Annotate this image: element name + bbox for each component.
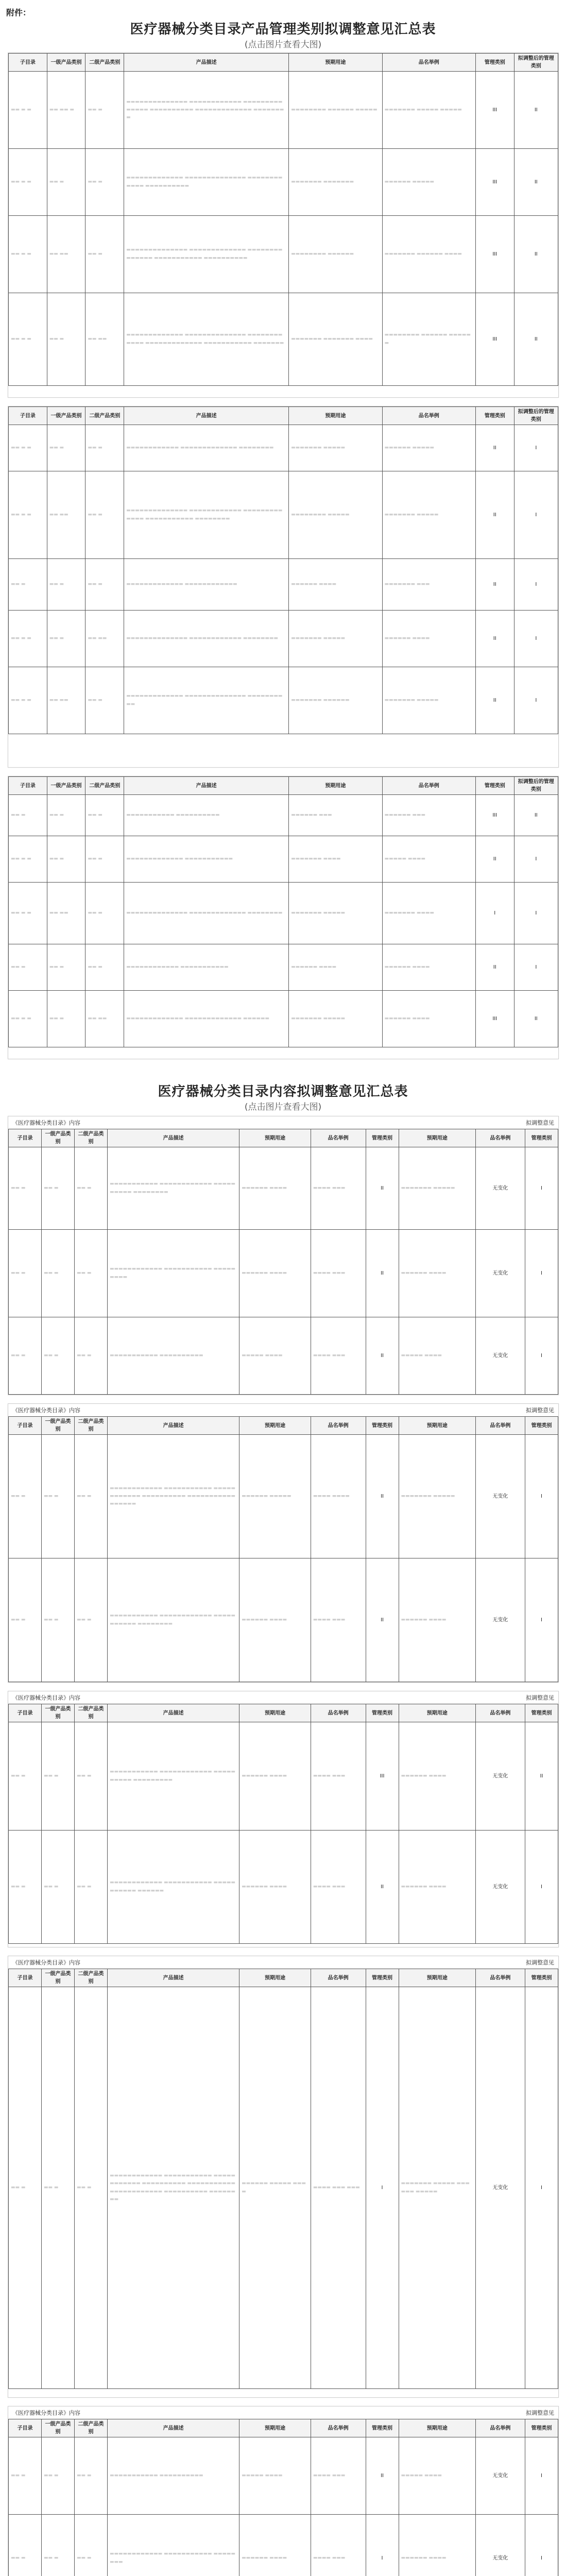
col-level2: 二级产品类别 (85, 777, 124, 795)
content-table-1 (8, 1129, 558, 1395)
table-row: ▬▬ ▬ ▬▬ ▬ ▬▬ ▬ ▬▬▬▬▬▬▬▬▬▬▬▬▬ ▬▬▬▬▬▬▬▬▬▬▬▬ ▬▬▬▬▬▬ ▬▬▬▬ ▬▬▬▬▬▬▬ ▬▬▬ II I (9, 559, 558, 611)
attachment-label: 附件： (6, 8, 31, 18)
content-table-card-1 (8, 1116, 559, 1395)
col-description: 产品描述 (124, 777, 289, 795)
col-new-examples: 品名举例 (475, 1129, 525, 1147)
no-change: 无变化 (475, 1558, 525, 1682)
mgmt-class-value: II (366, 2437, 399, 2515)
mgmt-class-value: III (475, 216, 514, 293)
col-examples: 品名举例 (382, 777, 475, 795)
mgmt-class-value: II (475, 611, 514, 667)
col-description: 产品描述 (124, 407, 289, 425)
col-new-class: 拟调整后的管理类别 (514, 54, 558, 72)
mgmt-class-value: II (366, 1147, 399, 1230)
new-class-value: I (525, 2437, 558, 2515)
new-class-value: II (514, 991, 558, 1047)
table-row: ▬▬ ▬ ▬▬ ▬ ▬▬ ▬ ▬▬▬▬▬▬▬▬▬▬▬ ▬▬▬▬▬▬▬▬▬▬▬▬ ▬▬▬▬▬▬▬▬▬▬ ▬▬▬▬▬▬▬▬▬ ▬▬▬▬▬▬ ▬▬▬▬ ▬▬▬▬ ▬▬▬ III ▬▬▬▬▬▬ ▬▬▬▬ 无变化 II (9, 1722, 558, 1831)
table-row: ▬▬ ▬ ▬▬ ▬ ▬▬ ▬ ▬▬▬▬▬▬▬▬▬▬▬▬ ▬▬▬▬▬▬▬▬▬▬▬ ▬▬▬▬▬▬▬▬▬▬▬▬ ▬▬▬▬▬▬▬▬▬▬ ▬▬▬▬▬▬▬▬▬▬▬ ▬▬▬▬▬▬ ▬▬▬▬▬▬ ▬▬▬▬▬ ▬▬▬▬ ▬▬▬▬ II ▬▬▬▬▬▬▬ ▬▬▬▬▬ 无变化 I (9, 1435, 558, 1558)
col-mgmt-class: 管理类别 (366, 1704, 399, 1722)
table-row: ▬▬ ▬ ▬ ▬▬ ▬ ▬▬ ▬▬ ▬▬▬▬▬▬▬▬▬▬▬▬▬ ▬▬▬▬▬▬▬▬▬▬▬▬▬▬ ▬▬▬▬▬▬▬▬▬▬▬▬ ▬▬▬▬▬▬▬▬▬▬▬▬▬ ▬▬▬▬▬▬▬▬▬▬▬ ▬▬▬▬▬▬▬ ▬▬▬▬▬▬▬ ▬▬▬▬▬▬▬ ▬▬▬▬ ▬▬▬▬▬▬▬▬ ▬▬▬▬▬▬ ▬▬▬▬▬▬ III II (9, 293, 558, 386)
col-subcatalog: 子目录 (9, 54, 47, 72)
content-table-2 (8, 1416, 558, 1682)
table-row: ▬▬ ▬ ▬ ▬▬ ▬ ▬▬ ▬ ▬▬▬▬▬▬▬▬▬▬▬▬ ▬▬▬▬▬▬▬▬▬▬▬▬▬ ▬▬▬▬▬▬▬▬ ▬▬▬▬▬▬▬ ▬▬▬▬▬ ▬▬▬▬▬▬ ▬▬▬▬▬ II I (9, 425, 558, 471)
col-level2: 二级产品类别 (85, 407, 124, 425)
no-change: 无变化 (475, 1831, 525, 1944)
table-row: ▬▬ ▬ ▬▬ ▬ ▬▬ ▬ ▬▬▬▬▬▬▬▬▬▬▬▬ ▬▬▬▬▬▬▬▬▬▬▬ ▬▬▬▬▬▬ ▬▬▬▬ ▬▬▬▬▬▬ ▬▬▬▬ II I (9, 944, 558, 991)
table-row: ▬▬ ▬ ▬ ▬▬ ▬ ▬▬ ▬ ▬▬▬▬▬▬▬▬▬▬▬▬▬ ▬▬▬▬▬▬▬▬▬▬▬ ▬▬▬▬▬▬▬ ▬▬▬▬ ▬▬▬▬▬ ▬▬▬▬ II I (9, 836, 558, 883)
section-header (8, 1404, 558, 1417)
col-mgmt-class: 管理类别 (475, 407, 514, 425)
mgmt-class-value: III (475, 795, 514, 836)
section-label: 《医疗器械分类目录》内容 (12, 2410, 80, 2416)
col-description: 产品描述 (108, 1969, 239, 1987)
new-class-value: II (514, 795, 558, 836)
col-description: 产品描述 (108, 2419, 239, 2437)
col-new-use: 预期用途 (399, 1417, 475, 1435)
col-intended-use: 预期用途 (239, 1704, 311, 1722)
table-row: ▬▬ ▬ ▬ ▬▬ ▬ ▬▬ ▬ ▬▬▬▬▬▬▬▬▬▬▬▬▬ ▬▬▬▬▬▬▬▬▬▬▬▬▬▬ ▬▬▬▬▬▬▬▬▬▬▬▬ ▬▬▬▬▬▬▬▬▬▬ ▬▬▬▬▬▬▬ ▬▬▬▬▬▬▬ ▬▬▬▬▬▬ ▬▬▬▬▬ III II (9, 149, 558, 216)
mgmt-class-value: III (475, 991, 514, 1047)
table-row: ▬▬ ▬ ▬▬ ▬ ▬▬ ▬ ▬▬▬▬▬▬▬▬▬▬▬ ▬▬▬▬▬▬▬▬▬▬ ▬▬▬▬▬ ▬▬▬▬ ▬▬▬▬ ▬▬▬ II ▬▬▬▬▬ ▬▬▬▬ 无变化 I (9, 1317, 558, 1395)
content-table-4 (8, 1969, 558, 2389)
mgmt-class-value: II (366, 1831, 399, 1944)
col-level1: 一级产品类别 (42, 1417, 75, 1435)
new-class-value: I (525, 1147, 558, 1230)
col-mgmt-class: 管理类别 (475, 54, 514, 72)
new-class-value: I (525, 1435, 558, 1558)
mgmt-class-value: I (366, 2515, 399, 2576)
new-class-value: II (514, 216, 558, 293)
col-level2: 二级产品类别 (85, 54, 124, 72)
mgmt-class-value: II (475, 425, 514, 471)
col-new-examples: 品名举例 (475, 1704, 525, 1722)
col-level2: 二级产品类别 (75, 2419, 108, 2437)
new-class-value: I (525, 1987, 558, 2389)
col-level2: 二级产品类别 (75, 1704, 108, 1722)
mgmt-class-value: III (475, 293, 514, 386)
mgmt-class-value: III (475, 149, 514, 216)
col-subcatalog: 子目录 (9, 2419, 42, 2437)
col-subcatalog: 子目录 (9, 1129, 42, 1147)
col-intended-use: 预期用途 (239, 2419, 311, 2437)
table-row: ▬▬ ▬ ▬▬ ▬ ▬▬ ▬ ▬▬▬▬▬▬▬▬▬▬▬▬ ▬▬▬▬▬▬▬▬▬▬▬ ▬▬▬▬▬▬▬▬▬ ▬▬▬▬▬▬ ▬▬▬▬ ▬▬▬▬ ▬▬▬ II ▬▬▬▬▬▬ ▬▬▬▬ 无变化 I (9, 1230, 558, 1317)
no-change: 无变化 (475, 1435, 525, 1558)
table-row: ▬▬ ▬ ▬▬ ▬ ▬▬ ▬ ▬▬▬▬▬▬▬▬▬▬▬▬ ▬▬▬▬▬▬▬▬▬▬▬ ▬▬▬▬▬▬▬▬▬▬▬ ▬▬▬▬▬▬ ▬▬▬▬▬▬ ▬▬▬▬ ▬▬▬▬ ▬▬▬ II ▬▬▬▬▬▬ ▬▬▬▬ 无变化 I (9, 1831, 558, 1944)
view-large-image-hint-2[interactable]: (点击图片查看大图) (244, 1102, 322, 1112)
col-intended-use: 预期用途 (289, 407, 382, 425)
mgmt-class-value: II (366, 1435, 399, 1558)
col-examples: 品名举例 (311, 1129, 366, 1147)
col-new-class: 管理类别 (525, 1129, 558, 1147)
content-table-3 (8, 1704, 558, 1944)
table-row: ▬▬ ▬ ▬ ▬▬ ▬▬ ▬▬ ▬ ▬▬▬▬▬▬▬▬▬▬▬▬▬▬ ▬▬▬▬▬▬▬▬▬▬▬▬▬ ▬▬▬▬▬▬▬▬ ▬▬▬▬▬▬▬ ▬▬▬▬▬ ▬▬▬▬▬▬▬ ▬▬▬▬ I I (9, 883, 558, 944)
col-new-examples: 品名举例 (475, 1417, 525, 1435)
section-label: 《医疗器械分类目录》内容 (12, 1120, 80, 1126)
table-row: ▬▬ ▬ ▬ ▬▬ ▬▬ ▬▬ ▬ ▬▬▬▬▬▬▬▬▬▬▬▬▬ ▬▬▬▬▬▬▬▬▬▬▬▬▬▬ ▬▬▬▬▬▬▬▬▬▬ ▬▬▬▬▬▬▬ ▬▬▬▬▬▬ ▬▬▬▬▬▬▬ ▬▬▬▬▬ II I (9, 667, 558, 734)
no-change: 无变化 (475, 2437, 525, 2515)
mgmt-class-value: II (366, 1317, 399, 1395)
col-examples: 品名举例 (382, 407, 475, 425)
adjust-label: 拟调整意见 (526, 1120, 554, 1126)
col-new-use: 预期用途 (399, 1969, 475, 1987)
new-class-value: I (525, 1317, 558, 1395)
col-subcatalog: 子目录 (9, 407, 47, 425)
table-row: ▬▬ ▬ ▬▬ ▬ ▬▬ ▬ ▬▬▬▬▬▬▬▬▬▬▬▬ ▬▬▬▬▬▬▬▬▬▬▬ ▬▬▬▬▬▬▬▬ ▬▬▬▬▬▬ ▬▬▬▬ ▬▬▬▬ ▬▬▬ I ▬▬▬▬▬▬ ▬▬▬▬ 无变化 I (9, 2515, 558, 2576)
col-level1: 一级产品类别 (42, 1704, 75, 1722)
content-table-card-3 (8, 1691, 559, 1947)
col-new-use: 预期用途 (399, 2419, 475, 2437)
table-row: ▬▬ ▬ ▬ ▬▬ ▬▬ ▬ ▬▬ ▬ ▬▬▬▬▬▬▬▬▬▬▬▬▬▬ ▬▬▬▬▬▬▬▬▬▬▬▬ ▬▬▬▬▬▬▬▬▬▬▬▬▬▬ ▬▬▬▬▬▬▬▬▬▬ ▬▬▬▬▬▬▬▬▬▬▬▬▬ ▬▬▬▬▬▬▬▬ ▬▬▬▬▬▬▬▬ ▬▬▬▬▬▬ ▬▬▬▬▬ ▬▬▬▬▬▬▬ ▬▬▬▬▬ ▬▬▬▬▬ III II (9, 72, 558, 149)
col-examples: 品名举例 (311, 1704, 366, 1722)
table-row: ▬▬ ▬ ▬▬ ▬ ▬▬ ▬ ▬▬▬▬▬▬▬▬▬▬▬ ▬▬▬▬▬▬▬▬▬▬▬▬ ▬▬▬▬▬▬▬▬▬▬▬ ▬▬▬▬▬▬▬▬ ▬▬▬▬▬▬ ▬▬▬▬ ▬▬▬▬ ▬▬▬ II ▬▬▬▬▬▬ ▬▬▬▬ 无变化 I (9, 1558, 558, 1682)
col-level1: 一级产品类别 (42, 1129, 75, 1147)
col-mgmt-class: 管理类别 (366, 2419, 399, 2437)
mgmt-class-value: I (366, 1987, 399, 2389)
mgmt-class-value: III (366, 1722, 399, 1831)
no-change: 无变化 (475, 1722, 525, 1831)
new-class-value: I (514, 836, 558, 883)
content-table-card-4 (8, 1956, 559, 2398)
col-new-examples: 品名举例 (475, 1969, 525, 1987)
col-description: 产品描述 (108, 1129, 239, 1147)
table-row: ▬▬ ▬ ▬▬ ▬ ▬▬ ▬ ▬▬▬▬▬▬▬▬▬▬▬ ▬▬▬▬▬▬▬▬▬▬ ▬▬▬▬▬▬ ▬▬▬ ▬▬▬▬▬▬ ▬▬▬ III II (9, 795, 558, 836)
col-level2: 二级产品类别 (75, 1969, 108, 1987)
no-change: 无变化 (475, 2515, 525, 2576)
new-class-value: I (514, 667, 558, 734)
section-header (8, 1116, 558, 1129)
col-new-class: 拟调整后的管理类别 (514, 407, 558, 425)
col-new-class: 管理类别 (525, 1704, 558, 1722)
content-table-title: 医疗器械分类目录内容拟调整意见汇总表 (158, 1084, 408, 1099)
mgmt-class-value: II (475, 559, 514, 611)
category-table-card-3 (8, 776, 559, 1059)
new-class-value: II (514, 149, 558, 216)
col-new-class: 拟调整后的管理类别 (514, 777, 558, 795)
col-level1: 一级产品类别 (42, 1969, 75, 1987)
adjust-label: 拟调整意见 (526, 1959, 554, 1966)
new-class-value: I (525, 1558, 558, 1682)
new-class-value: I (514, 425, 558, 471)
new-class-value: I (525, 1831, 558, 1944)
col-subcatalog: 子目录 (9, 1704, 42, 1722)
no-change: 无变化 (475, 1230, 525, 1317)
col-mgmt-class: 管理类别 (475, 777, 514, 795)
col-intended-use: 预期用途 (239, 1129, 311, 1147)
col-mgmt-class: 管理类别 (366, 1129, 399, 1147)
col-new-class: 管理类别 (525, 1969, 558, 1987)
new-class-value: I (514, 944, 558, 991)
col-level2: 二级产品类别 (75, 1129, 108, 1147)
category-table-2 (8, 406, 558, 734)
new-class-value: I (525, 1230, 558, 1317)
table-row: ▬▬ ▬ ▬▬ ▬ ▬▬ ▬ ▬▬▬▬▬▬▬▬▬▬▬▬ ▬▬▬▬▬▬▬▬▬▬▬ ▬▬▬▬▬▬▬▬▬▬▬▬ ▬▬▬▬▬▬▬▬▬▬ ▬▬▬▬▬▬▬▬▬▬▬ ▬▬▬▬▬▬▬▬▬▬▬▬ ▬▬▬▬▬▬▬▬▬▬ ▬▬▬▬▬▬▬▬ ▬▬▬▬▬▬ ▬▬▬▬▬ ▬▬▬▬ ▬▬▬▬ ▬▬▬ ▬▬▬ I ▬▬▬▬▬▬▬ ▬▬▬▬▬ ▬▬▬▬▬▬ ▬▬▬▬▬ 无变化 I (9, 1987, 558, 2389)
table-row: ▬▬ ▬ ▬ ▬▬ ▬ ▬▬ ▬▬ ▬▬▬▬▬▬▬▬▬▬▬▬▬▬ ▬▬▬▬▬▬▬▬▬▬▬▬ ▬▬▬▬▬▬▬▬ ▬▬▬▬▬▬▬ ▬▬▬▬▬ ▬▬▬▬▬▬ ▬▬▬▬ II I (9, 611, 558, 667)
mgmt-class-value: I (475, 883, 514, 944)
table-row: ▬▬ ▬ ▬ ▬▬ ▬▬ ▬▬ ▬ ▬▬▬▬▬▬▬▬▬▬▬▬▬▬ ▬▬▬▬▬▬▬▬▬▬▬▬▬ ▬▬▬▬▬▬▬▬▬▬▬▬▬▬ ▬▬▬▬▬▬▬▬▬▬▬ ▬▬▬▬▬▬▬▬▬▬ ▬▬▬▬▬▬▬▬ ▬▬▬▬▬▬ ▬▬▬▬▬▬▬ ▬▬▬▬▬▬ ▬▬▬▬ III II (9, 216, 558, 293)
mgmt-class-value: II (366, 1230, 399, 1317)
mgmt-class-value: II (475, 471, 514, 559)
new-class-value: I (514, 611, 558, 667)
section-label: 《医疗器械分类目录》内容 (12, 1407, 80, 1414)
col-subcatalog: 子目录 (9, 777, 47, 795)
new-class-value: II (514, 72, 558, 149)
new-class-value: II (514, 293, 558, 386)
col-mgmt-class: 管理类别 (366, 1969, 399, 1987)
col-level2: 二级产品类别 (75, 1417, 108, 1435)
col-description: 产品描述 (108, 1704, 239, 1722)
no-change: 无变化 (475, 1147, 525, 1230)
adjust-label: 拟调整意见 (526, 2410, 554, 2416)
adjust-label: 拟调整意见 (526, 1407, 554, 1414)
col-level1: 一级产品类别 (42, 2419, 75, 2437)
adjust-label: 拟调整意见 (526, 1694, 554, 1701)
table-row: ▬▬ ▬ ▬▬ ▬ ▬▬ ▬ ▬▬▬▬▬▬▬▬▬▬▬ ▬▬▬▬▬▬▬▬▬▬▬▬ ▬▬▬▬▬▬▬▬▬▬ ▬▬▬▬▬▬▬▬ ▬▬▬▬▬▬ ▬▬▬▬ ▬▬▬▬ ▬▬▬ II ▬▬▬▬▬▬▬ ▬▬▬▬▬ 无变化 I (9, 1147, 558, 1230)
mgmt-class-value: II (366, 1558, 399, 1682)
col-description: 产品描述 (124, 54, 289, 72)
col-examples: 品名举例 (311, 2419, 366, 2437)
col-intended-use: 预期用途 (239, 1969, 311, 1987)
col-examples: 品名举例 (311, 1417, 366, 1435)
no-change: 无变化 (475, 1317, 525, 1395)
category-table-card-1 (8, 53, 559, 398)
content-table-5 (8, 2419, 558, 2576)
mgmt-class-value: II (475, 944, 514, 991)
category-table-3 (8, 776, 558, 1047)
category-table-1 (8, 53, 558, 386)
mgmt-class-value: II (475, 836, 514, 883)
category-table-card-2 (8, 406, 559, 768)
col-new-class: 管理类别 (525, 1417, 558, 1435)
col-new-class: 管理类别 (525, 2419, 558, 2437)
table-row: ▬▬ ▬ ▬▬ ▬ ▬▬ ▬ ▬▬▬▬▬▬▬▬▬▬▬ ▬▬▬▬▬▬▬▬▬▬ ▬▬▬▬▬ ▬▬▬▬ ▬▬▬▬ ▬▬▬ II ▬▬▬▬▬ ▬▬▬▬ 无变化 I (9, 2437, 558, 2515)
mgmt-class-value: II (475, 667, 514, 734)
col-mgmt-class: 管理类别 (366, 1417, 399, 1435)
section-header (8, 1956, 558, 1969)
table-row: ▬▬ ▬ ▬ ▬▬ ▬ ▬▬ ▬▬ ▬▬▬▬▬▬▬▬▬▬▬▬▬ ▬▬▬▬▬▬▬▬▬▬▬▬▬ ▬▬▬▬▬▬ ▬▬▬▬▬▬▬ ▬▬▬▬▬ ▬▬▬▬▬▬ ▬▬▬▬ III II (9, 991, 558, 1047)
section-header (8, 2406, 558, 2419)
new-class-value: I (525, 2515, 558, 2576)
table-row: ▬▬ ▬ ▬ ▬▬ ▬▬ ▬▬ ▬ ▬▬▬▬▬▬▬▬▬▬▬▬▬▬ ▬▬▬▬▬▬▬▬▬▬▬▬ ▬▬▬▬▬▬▬▬▬▬▬▬▬ ▬▬▬▬▬▬▬▬▬▬▬ ▬▬▬▬▬▬▬▬ ▬▬▬▬▬▬▬▬ ▬▬▬▬▬ ▬▬▬▬▬▬▬ ▬▬▬▬▬ II I (9, 471, 558, 559)
section-header (8, 1691, 558, 1704)
content-table-card-2 (8, 1403, 559, 1683)
col-examples: 品名举例 (382, 54, 475, 72)
summary-table-title: 医疗器械分类目录产品管理类别拟调整意见汇总表 (130, 22, 436, 37)
col-level1: 一级产品类别 (47, 54, 85, 72)
col-description: 产品描述 (108, 1417, 239, 1435)
new-class-value: I (514, 883, 558, 944)
col-new-examples: 品名举例 (475, 2419, 525, 2437)
col-new-use: 预期用途 (399, 1704, 475, 1722)
col-level1: 一级产品类别 (47, 407, 85, 425)
section-label: 《医疗器械分类目录》内容 (12, 1959, 80, 1966)
col-intended-use: 预期用途 (289, 777, 382, 795)
new-class-value: I (514, 471, 558, 559)
col-subcatalog: 子目录 (9, 1417, 42, 1435)
col-level1: 一级产品类别 (47, 777, 85, 795)
view-large-image-hint[interactable]: (点击图片查看大图) (244, 40, 322, 50)
col-subcatalog: 子目录 (9, 1969, 42, 1987)
content-table-card-5 (8, 2406, 559, 2576)
col-intended-use: 预期用途 (289, 54, 382, 72)
mgmt-class-value: III (475, 72, 514, 149)
new-class-value: I (514, 559, 558, 611)
col-new-use: 预期用途 (399, 1129, 475, 1147)
new-class-value: II (525, 1722, 558, 1831)
col-intended-use: 预期用途 (239, 1417, 311, 1435)
section-label: 《医疗器械分类目录》内容 (12, 1694, 80, 1701)
no-change: 无变化 (475, 1987, 525, 2389)
col-examples: 品名举例 (311, 1969, 366, 1987)
